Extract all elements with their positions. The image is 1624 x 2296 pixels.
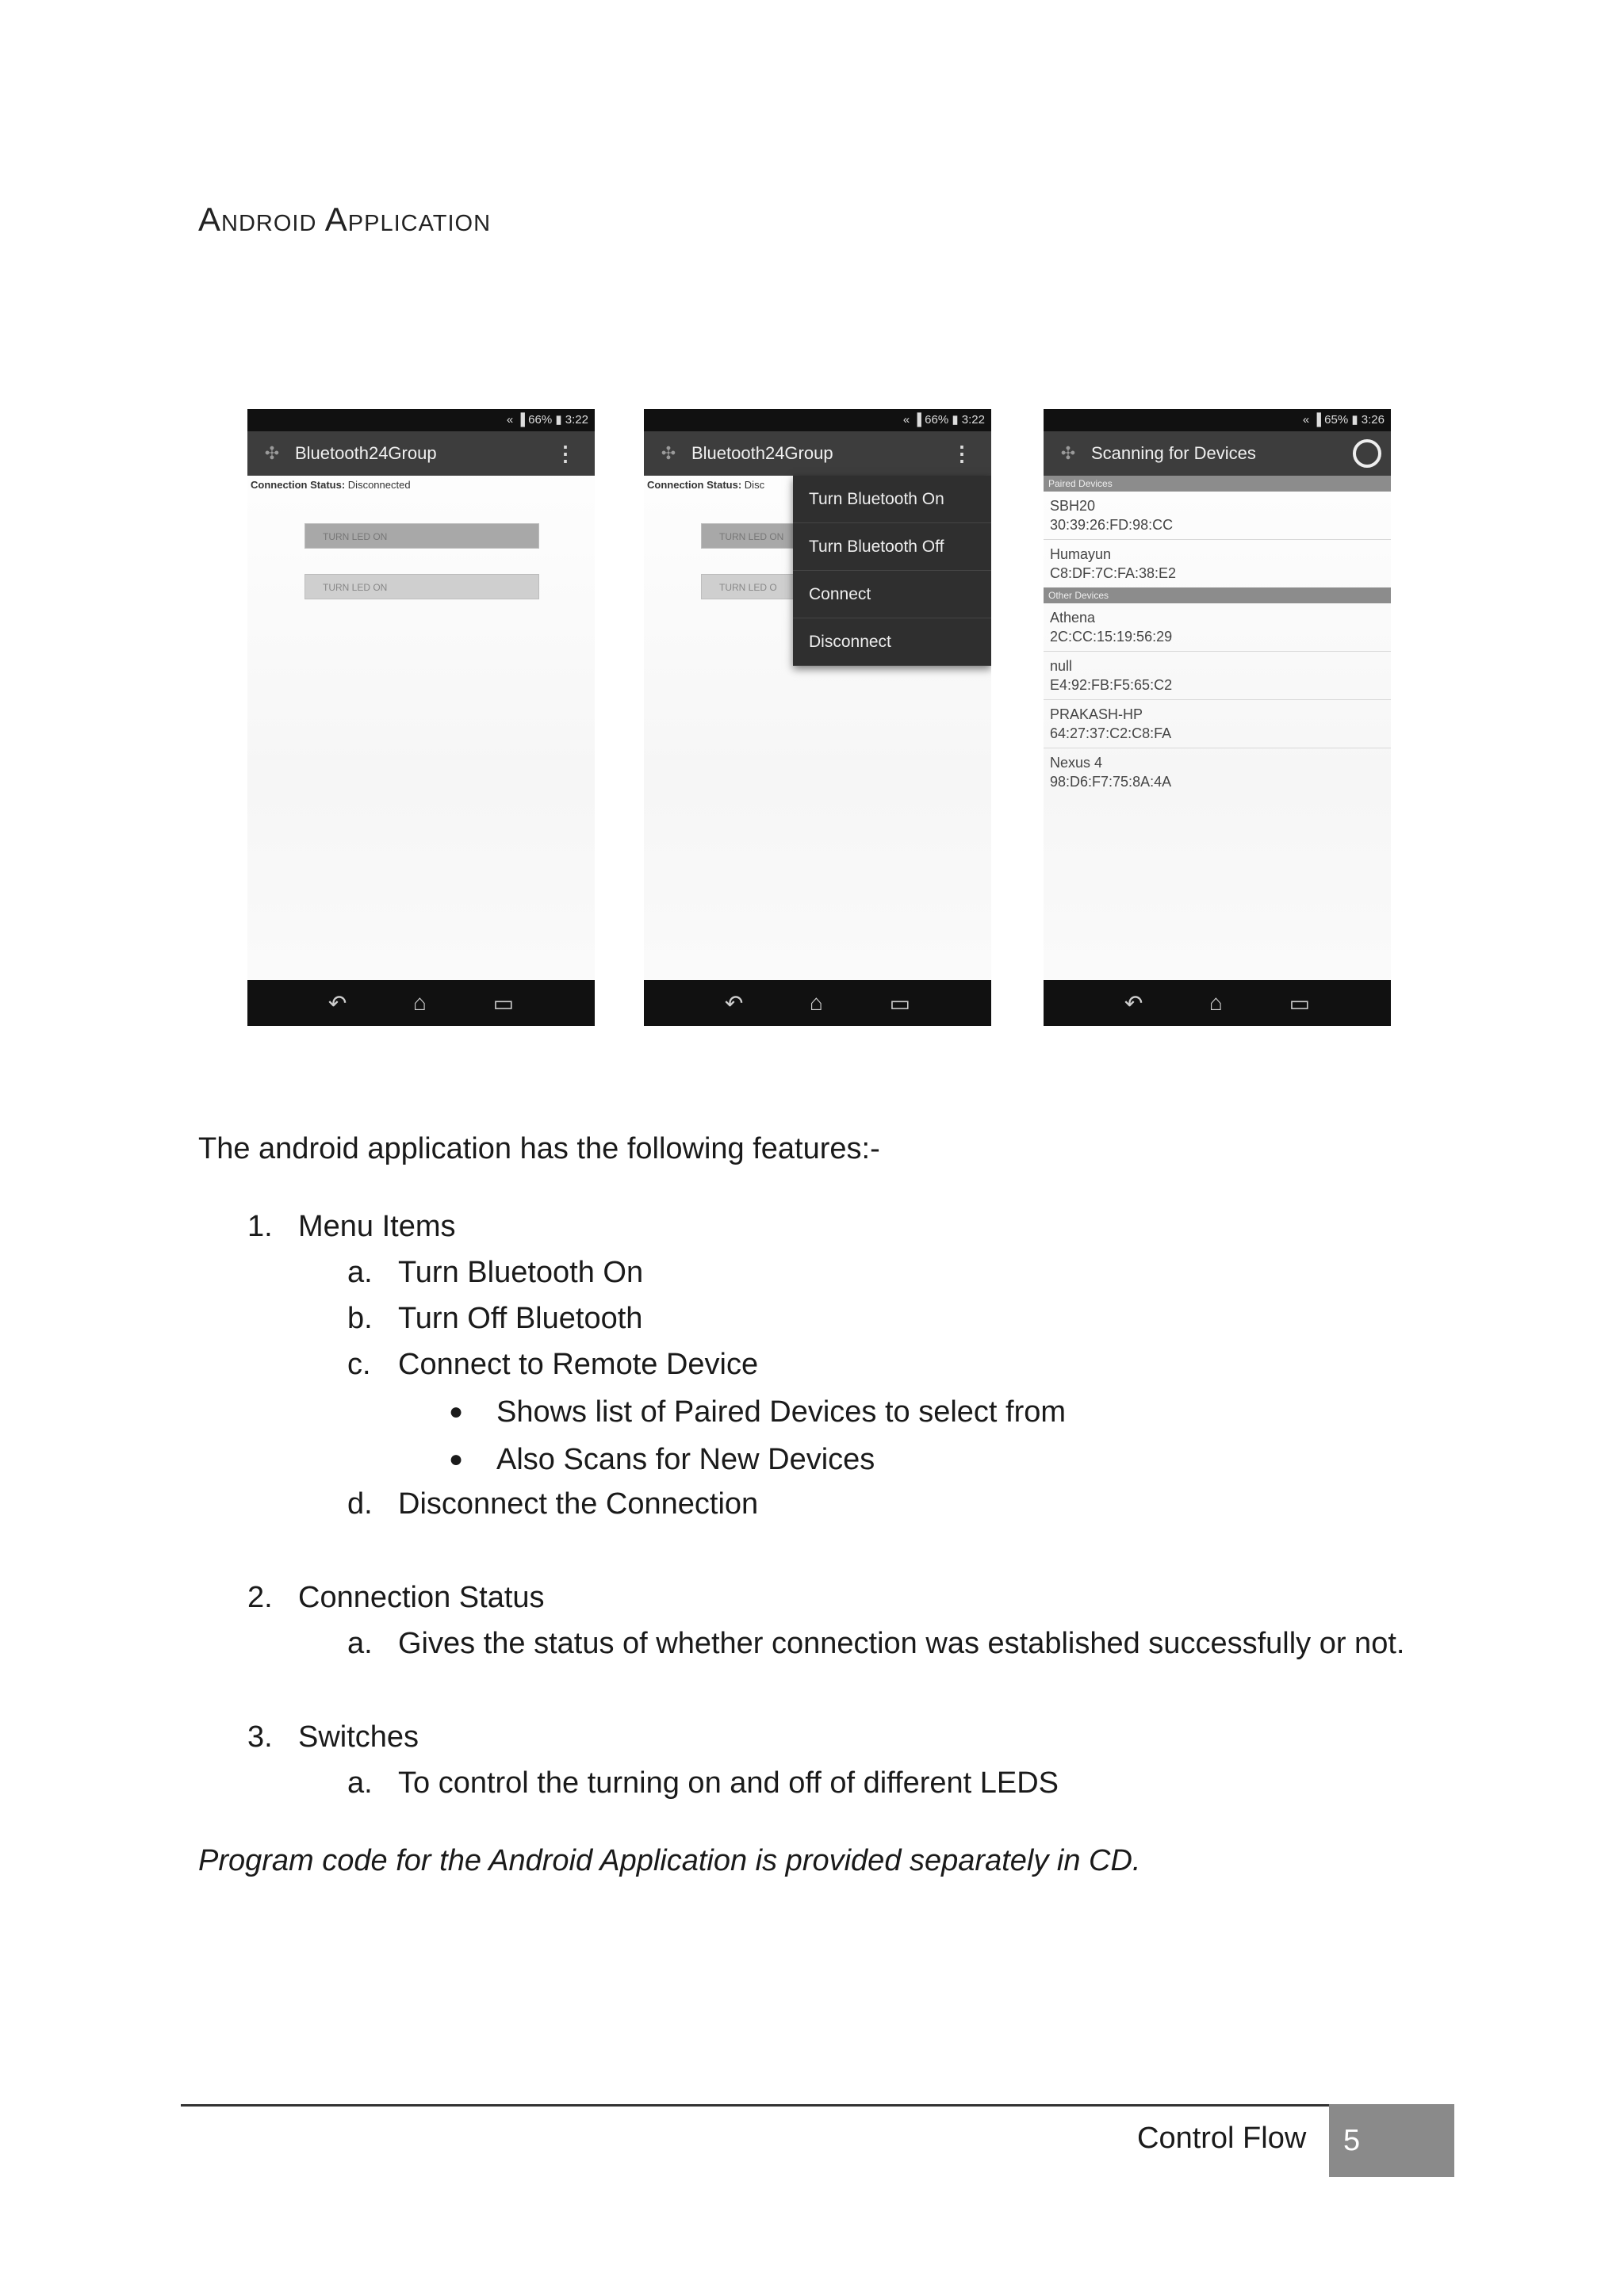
device-mac: 30:39:26:FD:98:CC — [1050, 517, 1174, 533]
status-bar: « ▐ 65% ▮ 3:26 — [1044, 409, 1391, 431]
connection-status-label: Connection Status: — [647, 479, 742, 491]
paired-devices-header: Paired Devices — [1044, 476, 1391, 492]
home-icon[interactable]: ⌂ — [1209, 990, 1223, 1015]
sublist-item: Connect to Remote Device — [398, 1348, 759, 1381]
home-icon[interactable]: ⌂ — [810, 990, 823, 1015]
status-bar: « ▐ 66% ▮ 3:22 — [247, 409, 595, 431]
led-button-1[interactable]: TURN LED ON — [701, 523, 936, 549]
device-item[interactable] — [1044, 748, 1391, 796]
list-item: Switches — [298, 1720, 419, 1754]
overflow-menu — [793, 476, 991, 666]
bullet-item: Shows list of Paired Devices to select from — [496, 1395, 1067, 1429]
sublist-item: To control the turning on and off of different LEDS — [398, 1766, 1059, 1800]
back-icon[interactable]: ↶ — [724, 990, 744, 1016]
sublist-letter: a. — [347, 1766, 373, 1800]
led-button-2[interactable]: TURN LED ON — [304, 574, 539, 599]
app-title: Scanning for Devices — [1091, 443, 1256, 463]
sublist-letter: a. — [347, 1256, 373, 1289]
device-mac: 64:27:37:C2:C8:FA — [1050, 725, 1172, 741]
page-number: 5 — [1329, 2104, 1454, 2177]
recents-icon[interactable]: ▭ — [889, 990, 911, 1016]
bluetooth-icon: ✣ — [264, 443, 280, 463]
back-icon[interactable]: ↶ — [327, 990, 347, 1016]
screenshot-scan — [1044, 409, 1391, 1026]
device-item[interactable] — [1044, 603, 1391, 652]
device-item[interactable] — [1044, 540, 1391, 587]
nav-bar — [247, 980, 595, 1026]
led-button-1[interactable]: TURN LED ON — [304, 523, 539, 549]
device-item[interactable] — [1044, 652, 1391, 700]
list-number: 1. — [247, 1210, 273, 1243]
device-name: Nexus 4 — [1050, 755, 1103, 771]
list-number: 3. — [247, 1720, 273, 1754]
device-mac: E4:92:FB:F5:65:C2 — [1050, 677, 1173, 693]
action-bar — [644, 431, 991, 476]
bullet-icon: ● — [449, 1399, 464, 1425]
device-name: SBH20 — [1050, 498, 1096, 514]
app-title: Bluetooth24Group — [295, 443, 437, 463]
device-mac: C8:DF:7C:FA:38:E2 — [1050, 565, 1177, 581]
connection-status-value: Disconnected — [347, 479, 411, 491]
list-item: Menu Items — [298, 1210, 456, 1243]
program-code-note: Program code for the Android Application is provided separately in CD. — [198, 1844, 1141, 1877]
sublist-item: Turn Off Bluetooth — [398, 1302, 643, 1335]
app-title: Bluetooth24Group — [691, 443, 833, 463]
connection-status — [247, 476, 595, 494]
recents-icon[interactable]: ▭ — [1289, 990, 1311, 1016]
list-number: 2. — [247, 1581, 273, 1614]
connection-status-label: Connection Status: — [251, 479, 346, 491]
overflow-menu-icon[interactable]: ⋮ — [555, 441, 576, 465]
action-bar — [1044, 431, 1391, 476]
device-name: Athena — [1050, 610, 1096, 626]
section-heading: Android Application — [198, 201, 492, 238]
sublist-item: Disconnect the Connection — [398, 1487, 759, 1521]
device-item[interactable] — [1044, 492, 1391, 540]
connection-status-value: Disc — [744, 479, 765, 491]
device-mac: 2C:CC:15:19:56:29 — [1050, 629, 1173, 645]
screenshot-main — [247, 409, 595, 1026]
sublist-letter: b. — [347, 1302, 373, 1335]
menu-item-connect[interactable]: Connect — [793, 571, 991, 618]
back-icon[interactable]: ↶ — [1124, 990, 1143, 1016]
nav-bar — [1044, 980, 1391, 1026]
list-item: Connection Status — [298, 1581, 545, 1614]
nav-bar — [644, 980, 991, 1026]
other-devices-header: Other Devices — [1044, 587, 1391, 603]
footer-rule — [181, 2104, 1329, 2107]
led-button-2[interactable]: TURN LED O — [701, 574, 936, 599]
status-bar: « ▐ 66% ▮ 3:22 — [644, 409, 991, 431]
bullet-item: Also Scans for New Devices — [496, 1443, 875, 1476]
recents-icon[interactable]: ▭ — [492, 990, 515, 1016]
sublist-item: Gives the status of whether connection was established successfully or not. — [398, 1627, 1405, 1660]
footer-section: Control Flow — [1137, 2122, 1307, 2155]
menu-item-bluetooth-on[interactable]: Turn Bluetooth On — [793, 476, 991, 523]
sublist-letter: c. — [347, 1348, 371, 1381]
screenshot-menu — [644, 409, 991, 1026]
bluetooth-icon: ✣ — [1060, 443, 1076, 463]
home-icon[interactable]: ⌂ — [413, 990, 427, 1015]
bullet-icon: ● — [449, 1446, 464, 1472]
sublist-letter: a. — [347, 1627, 373, 1660]
sublist-item: Turn Bluetooth On — [398, 1256, 644, 1289]
device-mac: 98:D6:F7:75:8A:4A — [1050, 774, 1172, 790]
menu-item-bluetooth-off[interactable]: Turn Bluetooth Off — [793, 523, 991, 571]
action-bar — [247, 431, 595, 476]
features-intro: The android application has the following features:- — [198, 1132, 880, 1165]
progress-spinner-icon — [1353, 439, 1381, 468]
device-item[interactable] — [1044, 700, 1391, 748]
overflow-menu-icon[interactable]: ⋮ — [952, 441, 972, 465]
device-name: null — [1050, 658, 1073, 674]
device-name: Humayun — [1050, 546, 1112, 562]
bluetooth-icon: ✣ — [661, 443, 676, 463]
device-name: PRAKASH-HP — [1050, 706, 1143, 722]
sublist-letter: d. — [347, 1487, 373, 1521]
menu-item-disconnect[interactable]: Disconnect — [793, 618, 991, 666]
